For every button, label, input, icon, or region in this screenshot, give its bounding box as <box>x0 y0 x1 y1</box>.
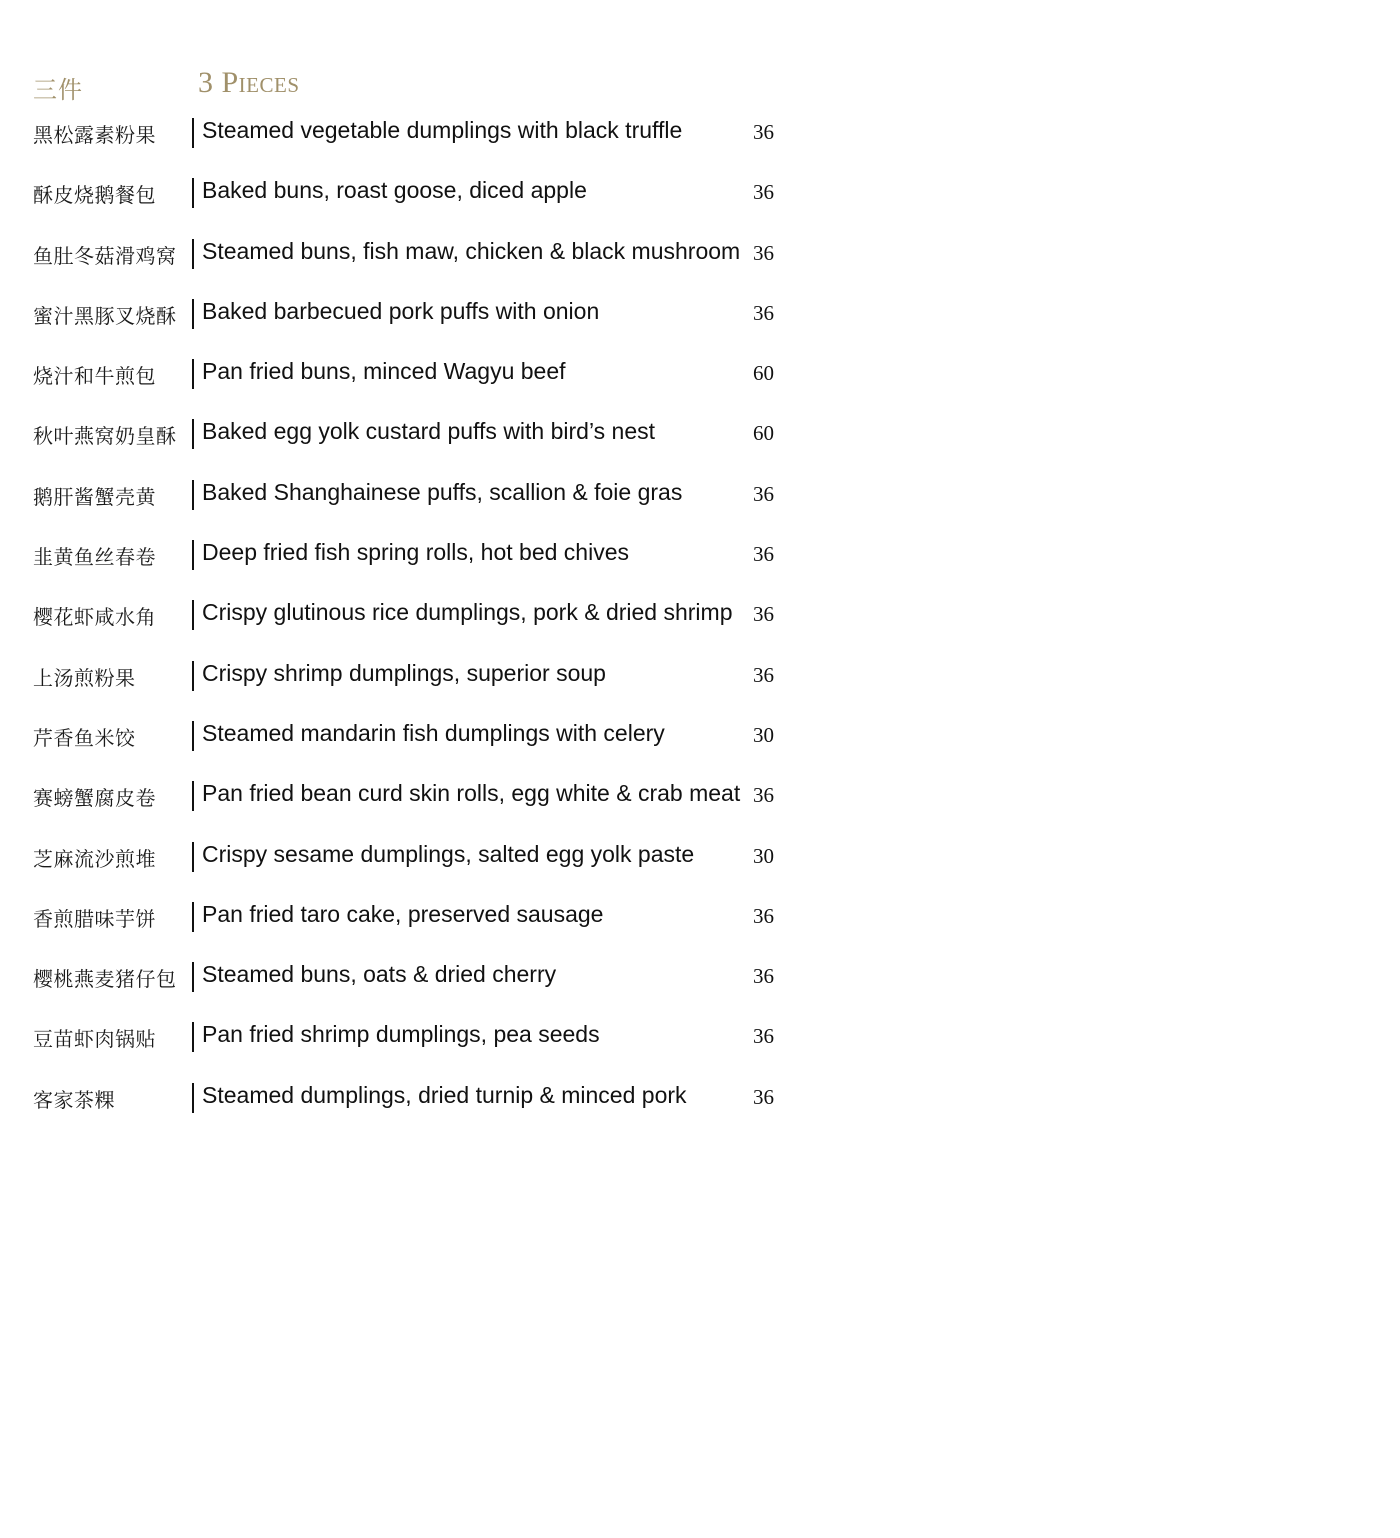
menu-item <box>33 231 793 291</box>
divider <box>192 299 194 329</box>
dish-name-english: Pan fried shrimp dumplings, pea seeds <box>202 1021 600 1048</box>
menu-item <box>33 411 793 471</box>
menu-item <box>33 773 793 833</box>
dish-name-english: Baked buns, roast goose, diced apple <box>202 177 587 204</box>
dish-name-chinese: 黑松露素粉果 <box>33 123 156 147</box>
dish-price: 36 <box>753 662 774 687</box>
dish-price: 36 <box>753 903 774 928</box>
dish-name-chinese: 芝麻流沙煎堆 <box>33 846 156 871</box>
dish-name-english: Steamed mandarin fish dumplings with celery <box>202 719 665 746</box>
divider <box>192 1083 194 1113</box>
dish-price: 60 <box>753 361 774 386</box>
divider <box>192 1022 194 1052</box>
section-title-english: 3 Pieces <box>198 66 300 99</box>
dish-name-english: Crispy shrimp dumplings, superior soup <box>202 659 606 686</box>
divider <box>192 842 194 872</box>
dish-name-chinese: 香煎腊味芋饼 <box>33 906 156 931</box>
divider <box>192 781 194 811</box>
menu-item <box>33 1014 793 1074</box>
menu-item <box>33 351 793 411</box>
dish-name-chinese: 赛螃蟹腐皮卷 <box>33 786 156 811</box>
divider <box>192 540 194 570</box>
dish-name-english: Crispy glutinous rice dumplings, pork & dried shrimp <box>202 599 733 626</box>
menu-item <box>33 894 793 954</box>
dish-name-chinese: 蜜汁黑豚叉烧酥 <box>33 303 177 328</box>
section-header <box>33 66 793 106</box>
dish-name-chinese: 芹香鱼米饺 <box>33 725 136 750</box>
dish-name-english: Steamed vegetable dumplings with black truffle <box>202 117 683 143</box>
divider <box>192 419 194 449</box>
divider <box>192 118 194 148</box>
dish-name-english: Baked barbecued pork puffs with onion <box>202 297 600 324</box>
dish-name-chinese: 上汤煎粉果 <box>33 665 136 690</box>
divider <box>192 721 194 751</box>
dish-name-chinese: 客家茶粿 <box>33 1087 115 1112</box>
menu-item <box>33 110 793 170</box>
dish-name-english: Deep fried fish spring rolls, hot bed chives <box>202 539 629 566</box>
divider <box>192 962 194 992</box>
divider <box>192 600 194 630</box>
dish-name-chinese: 酥皮烧鹅餐包 <box>33 183 156 208</box>
dish-price: 36 <box>753 1024 774 1049</box>
menu-item <box>33 653 793 713</box>
menu-list <box>33 110 793 1135</box>
dish-name-chinese: 樱桃燕麦猪仔包 <box>33 967 177 992</box>
dish-name-chinese: 鹅肝酱蟹壳黄 <box>33 484 156 509</box>
dish-price: 36 <box>753 120 774 144</box>
dish-name-chinese: 鱼肚冬菇滑鸡窝 <box>33 243 177 268</box>
menu-item <box>33 713 793 773</box>
menu-item <box>33 532 793 592</box>
menu-item <box>33 592 793 652</box>
dish-name-english: Steamed buns, oats & dried cherry <box>202 961 557 988</box>
dish-price: 36 <box>753 240 774 265</box>
dish-price: 36 <box>753 602 774 627</box>
dish-name-english: Pan fried buns, minced Wagyu beef <box>202 358 566 385</box>
dish-name-english: Steamed dumplings, dried turnip & minced pork <box>202 1081 687 1108</box>
dish-name-english: Crispy sesame dumplings, salted egg yolk paste <box>202 840 695 867</box>
dish-name-english: Pan fried bean curd skin rolls, egg white & crab meat <box>202 780 741 807</box>
dish-price: 36 <box>753 180 774 205</box>
menu-item <box>33 954 793 1014</box>
dish-name-english: Baked Shanghainese puffs, scallion & foie gras <box>202 478 683 505</box>
dish-name-chinese: 豆苗虾肉锅贴 <box>33 1027 156 1052</box>
divider <box>192 178 194 208</box>
dish-price: 36 <box>753 542 774 567</box>
dish-price: 30 <box>753 722 774 747</box>
menu-item <box>33 170 793 230</box>
dish-name-chinese: 樱花虾咸水角 <box>33 605 156 630</box>
dish-price: 30 <box>753 843 774 868</box>
menu-item <box>33 291 793 351</box>
dish-price: 36 <box>753 481 774 506</box>
divider <box>192 480 194 510</box>
dish-price: 36 <box>753 300 774 325</box>
dish-price: 36 <box>753 783 774 808</box>
menu-item <box>33 472 793 532</box>
section-title-chinese: 三件 <box>33 76 83 104</box>
dish-name-chinese: 烧汁和牛煎包 <box>33 364 156 389</box>
divider <box>192 239 194 269</box>
dish-name-chinese: 韭黄鱼丝春卷 <box>33 545 156 570</box>
dish-price: 36 <box>753 1084 774 1109</box>
divider <box>192 902 194 932</box>
dish-name-english: Pan fried taro cake, preserved sausage <box>202 900 604 927</box>
divider <box>192 359 194 389</box>
menu-item <box>33 834 793 894</box>
menu-item <box>33 1075 793 1135</box>
dish-name-chinese: 秋叶燕窝奶皇酥 <box>33 424 177 449</box>
divider <box>192 661 194 691</box>
dish-price: 36 <box>753 964 774 989</box>
dish-price: 60 <box>753 421 774 446</box>
dish-name-english: Steamed buns, fish maw, chicken & black mushroom <box>202 237 741 264</box>
dish-name-english: Baked egg yolk custard puffs with bird’s nest <box>202 418 656 445</box>
